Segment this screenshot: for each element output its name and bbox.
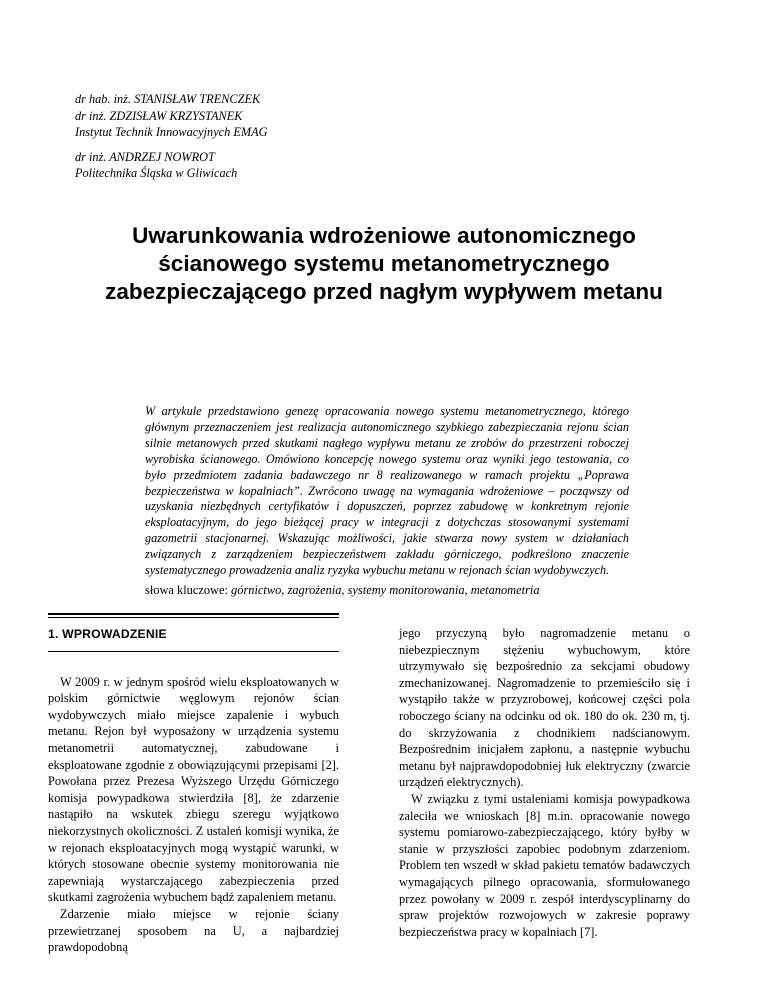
keywords-label: słowa kluczowe: <box>145 583 228 597</box>
author-block <box>75 91 268 182</box>
affiliation-2: Politechnika Śląska w Gliwicach <box>75 166 238 180</box>
right-paragraph-1: jego przyczyną było nagromadzenie metanu o niebezpiecznym stężeniu wybuchowym, które utrzymywało się bezpośrednio za sekcjami obudowy zmechanizowanej. Nagromadzenie to przemieściło się i wystąpiło także w przyzrobowej, końcowej części pola roboczego ściany na odcinku od ok. 180 do ok. 230 m, tj. do skrzyżowania z chodnikiem nadścianowym. Bezpośrednim inicjałem zapłonu, a następnie wybuchu metanu był najprawdopodobniej łuk elektryczny (zwarcie urządzeń elektrycznych). <box>399 626 690 790</box>
title-line-1: Uwarunkowania wdrożeniowe autonomicznego <box>132 223 636 248</box>
title-line-2: ścianowego systemu metanometrycznego <box>158 251 610 276</box>
author-1: dr hab. inż. STANISŁAW TRENCZEK <box>75 92 261 106</box>
author-2: dr inż. ZDZISŁAW KRZYSTANEK <box>75 108 243 123</box>
left-paragraph-2: Zdarzenie miało miejsce w rejonie ściany przewietrzanej sposobem na U, a najbardziej prawdopodobną <box>48 906 339 955</box>
left-column <box>48 617 339 956</box>
article-title <box>60 222 708 306</box>
affiliation-1: Instytut Technik Innowacyjnych EMAG <box>75 125 268 139</box>
keywords <box>145 583 645 598</box>
right-column <box>399 625 690 940</box>
title-line-3: zabezpieczającego przed nagłym wypływem metanu <box>105 279 663 304</box>
left-paragraph-1: W 2009 r. w jednym spośród wielu eksploatowanych w polskim górnictwie węglowym rejonów ścian wydobywczych miało miejsce zapalenie i wybuch metanu. Rejon był wyposażony w urządzenia systemu metanometrii automatycznej, zabudowane i eksploatowane zgodnie z obowiązującymi przepisami [2]. Powołana przez Prezesa Wyższego Urzędu Górniczego komisja powypadkowa stwierdziła [8], że zdarzenie nastąpiło na wskutek zbiegu szeregu wyjątkowo niekorzystnych okoliczności. Z ustaleń komisji wynika, że w rejonach eksploatacyjnych mogą wystąpić warunki, w których stosowane obecnie systemy monitorowania nie zapewniają wystarczającego zabezpieczenia przed skutkami zagrożenia wybuchem bądź zapaleniem metanu. <box>48 674 339 905</box>
author-3: dr inż. ANDRZEJ NOWROT <box>75 149 215 164</box>
keywords-value: górnictwo, zagrożenia, systemy monitorowania, metanometria <box>231 583 540 597</box>
abstract: W artykule przedstawiono genezę opracowania nowego systemu metanometrycznego, którego głównym przeznaczeniem jest realizacja autonomicznego szybkiego zabezpieczania rejonu ścian silnie metanowych przed skutkami nagłego wypływu metanu ze zrobów do przestrzeni roboczej wyrobiska ścianowego. Omówiono koncepcję nowego systemu oraz wyniki jego testowania, co było przedmiotem zadania badawczego nr 8 realizowanego w ramach projektu „Poprawa bezpieczeństwa w kopalniach”. Zwrócono uwagę na wymagania wdrożeniowe – począwszy od uzyskania niezbędnych certyfikatów i dopuszczeń, poprzez zabudowę w konkretnym rejonie eksploatacyjnym, do jego bieżącej pracy w integracji z dotychczas stosowanymi systemami gazometrii stacjonarnej. Wskazując możliwości, jakie stwarza nowy system w działaniach związanych z zarządzeniem bezpieczeństwem zakładu górniczego, podkreślono znaczenie systematycznego prowadzenia analiz ryzyka wybuchu metanu w rejonach ścian wydobywczych. <box>145 404 629 578</box>
right-paragraph-2: W związku z tymi ustaleniami komisja powypadkowa zaleciła we wnioskach [8] m.in. opracowanie nowego systemu pomiarowo-zabezpieczającego, który byłby w stanie w przyszłości zapobiec podobnym zdarzeniom. Problem ten wszedł w skład pakietu tematów badawczych wymagających pilnego opracowania, sformułowanego przez powołany w 2009 r. zespół interdyscyplinarny do spraw projektów rozwojowych w zakresie poprawy bezpieczeństwa pracy w kopalniach [7]. <box>399 791 690 939</box>
section-heading: 1. WPROWADZENIE <box>48 617 339 652</box>
